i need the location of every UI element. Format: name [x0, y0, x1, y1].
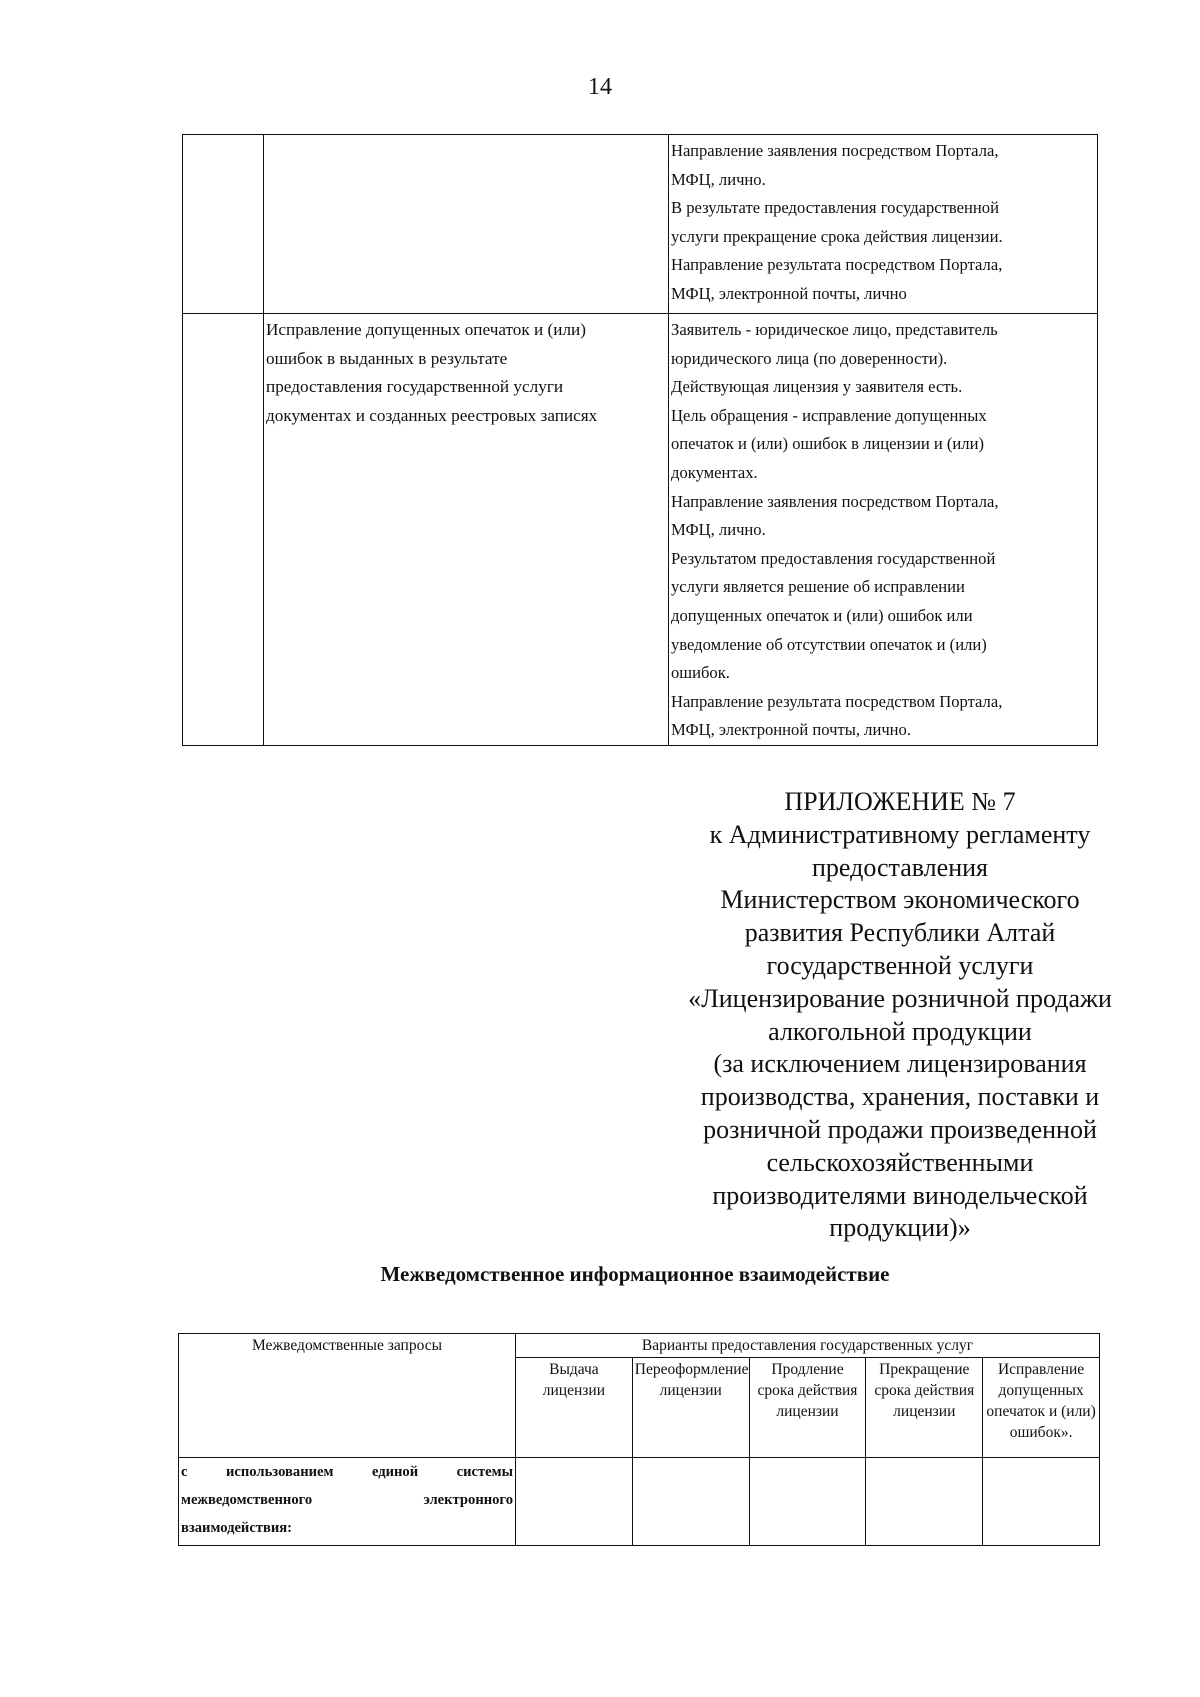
text-line: межведомственного электронного	[181, 1492, 513, 1508]
header-variant-extension: Продление срока действия лицензии	[749, 1358, 866, 1458]
page-number: 14	[588, 74, 612, 100]
text-line: предоставления государственной услуги	[266, 377, 564, 397]
text-line: Результатом предоставления государственной	[671, 548, 996, 568]
appendix-line: (за исключением лицензирования	[713, 1049, 1087, 1079]
section-title: Межведомственное информационное взаимодействие	[380, 1262, 890, 1286]
header-variants: Варианты предоставления государственных услуг	[516, 1334, 1100, 1358]
appendix-line: развития Республики Алтай	[744, 918, 1056, 948]
appendix-line: производителями винодельческой	[712, 1180, 1088, 1210]
appendix-line: алкогольной продукции	[768, 1016, 1032, 1046]
appendix-line: «Лицензирование розничной продажи	[688, 983, 1112, 1013]
text-line: Направление результата посредством Портала,	[671, 255, 1003, 275]
header-variant-correction: Исправление допущенных опечаток и (или) ошибок».	[983, 1358, 1100, 1458]
appendix-line: продукции)»	[829, 1213, 971, 1243]
text-line: взаимодействия:	[181, 1520, 293, 1536]
text-line: МФЦ, лично.	[671, 520, 766, 540]
text-line: ошибок в выданных в результате	[266, 348, 508, 368]
appendix-line: предоставления	[812, 852, 988, 882]
appendix-line: розничной продажи произведенной	[703, 1114, 1097, 1144]
text-line: В результате предоставления государственной	[671, 198, 999, 218]
text-line: услуги прекращение срока действия лицензии.	[671, 226, 1003, 246]
table-row	[183, 135, 1098, 314]
text-line: Направление результата посредством Портала,	[671, 691, 1003, 711]
text-line: Исправление допущенных опечаток и (или)	[266, 320, 586, 339]
header-variant-termination: Прекращение срока действия лицензии	[866, 1358, 983, 1458]
row-number-cell	[183, 135, 264, 314]
text-line: уведомление об отсутствии опечаток и (или)	[671, 634, 987, 654]
appendix-line: государственной услуги	[766, 950, 1034, 980]
table-row	[183, 314, 1098, 746]
table-header-row	[179, 1334, 1100, 1358]
text-line: МФЦ, лично.	[671, 169, 766, 189]
appendix-heading	[660, 786, 1140, 1245]
header-variant-reissue: Переоформление лицензии	[632, 1358, 749, 1458]
appendix-line: сельскохозяйственными	[766, 1147, 1034, 1177]
text-line: допущенных опечаток и (или) ошибок или	[671, 605, 973, 625]
text-line: Действующая лицензия у заявителя есть.	[671, 377, 963, 397]
text-line: Направление заявления посредством Портала,	[671, 491, 999, 511]
variant-description-cell	[669, 314, 1098, 746]
header-variant-issue: Выдача лицензии	[516, 1358, 633, 1458]
empty-cell	[632, 1458, 749, 1546]
text-line: документах.	[671, 462, 758, 482]
appendix-line: к Административному регламенту	[709, 819, 1091, 849]
empty-cell	[749, 1458, 866, 1546]
table-row	[179, 1458, 1100, 1546]
service-name-cell	[264, 135, 669, 314]
empty-cell	[516, 1458, 633, 1546]
text-line: Направление заявления посредством Портала,	[671, 141, 999, 160]
text-line: услуги является решение об исправлении	[671, 577, 965, 597]
appendix-line: производства, хранения, поставки и	[700, 1082, 1100, 1112]
service-variants-table	[182, 134, 1098, 746]
empty-cell	[866, 1458, 983, 1546]
text-line: МФЦ, электронной почты, лично	[671, 283, 907, 303]
text-line: юридического лица (по доверенности).	[671, 348, 948, 368]
appendix-title: ПРИЛОЖЕНИЕ № 7	[784, 787, 1016, 816]
text-line: ошибок.	[671, 663, 730, 683]
row-label-cell	[179, 1458, 516, 1546]
text-line: МФЦ, электронной почты, лично.	[671, 720, 911, 740]
empty-cell	[983, 1458, 1100, 1546]
header-requests: Межведомственные запросы	[179, 1334, 516, 1458]
variant-description-cell	[669, 135, 1098, 314]
text-line: с использованием единой системы	[181, 1464, 513, 1480]
row-number-cell	[183, 314, 264, 746]
text-line: Заявитель - юридическое лицо, представитель	[671, 320, 998, 339]
text-line: опечаток и (или) ошибок в лицензии и (или)	[671, 434, 984, 454]
text-line: документах и созданных реестровых записях	[266, 405, 598, 425]
text-line: Цель обращения - исправление допущенных	[671, 405, 987, 425]
appendix-line: Министерством экономического	[720, 885, 1080, 915]
service-name-cell	[264, 314, 669, 746]
interagency-requests-table	[178, 1333, 1100, 1546]
